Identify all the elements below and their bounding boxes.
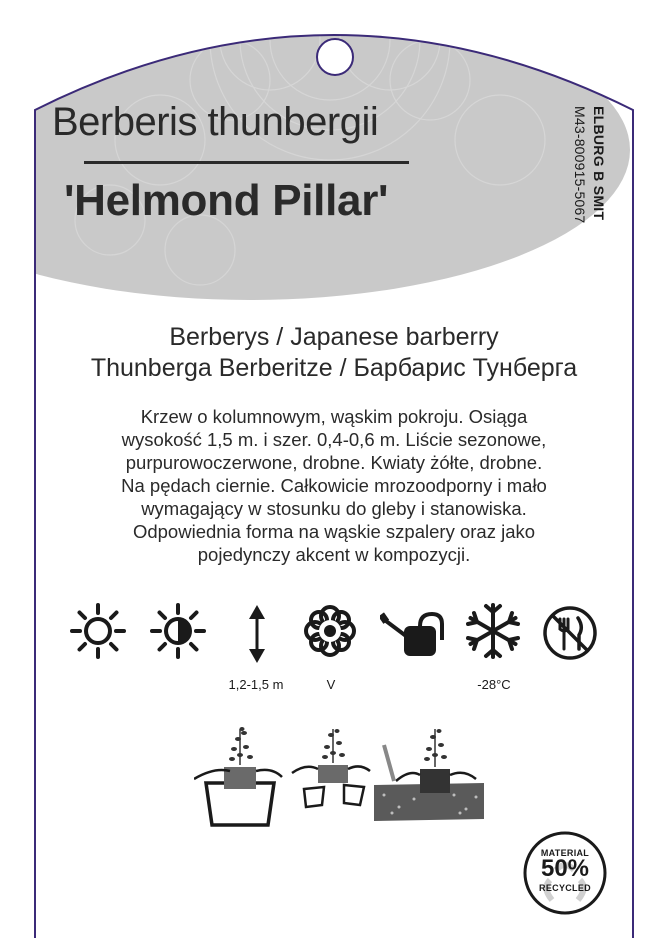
- description-line: Odpowiednia forma na wąskie szpalery oraz jako: [132, 521, 536, 542]
- recycled-badge: [522, 830, 608, 916]
- half-shade-icon: [150, 603, 206, 659]
- flower-icon: [304, 605, 356, 657]
- full-sun-icon: [70, 603, 126, 659]
- step-remove-pot-icon: [292, 729, 370, 807]
- hardiness-caption: -28°C: [477, 677, 511, 692]
- flowering-caption: V: [326, 677, 336, 692]
- product-code: M43-800915-5067: [572, 106, 588, 224]
- side-code-block: [567, 106, 607, 246]
- not-edible-icon: [542, 605, 598, 661]
- step-soak-pot-icon: [194, 727, 282, 825]
- description-line: Na pędach ciernie. Całkowicie mrozoodporny i mało: [121, 475, 547, 496]
- cultivar-name: 'Helmond Pillar': [64, 176, 389, 225]
- brand-name: ELBURG B SMIT: [591, 106, 607, 221]
- description-line: wysokość 1,5 m. i szer. 0,4-0,6 m. Liście sezonowe,: [121, 429, 547, 450]
- description-line: purpurowoczerwone, drobne. Kwiaty żółte, drobne.: [125, 452, 543, 473]
- latin-name: Berberis thunbergii: [52, 100, 379, 144]
- description-line: wymagający w stosunku do gleby i stanowiska.: [141, 498, 527, 519]
- badge-material-text: MATERIAL: [540, 848, 590, 858]
- description: [78, 405, 590, 566]
- description-line: pojedynczy akcent w kompozycji.: [197, 544, 471, 565]
- frost-snowflake-icon: [464, 602, 522, 660]
- planting-instructions: [194, 725, 484, 830]
- height-arrow-icon: [242, 603, 272, 665]
- common-names-line-2: Thunberga Berberitze / Барбарис Тунберга: [90, 354, 578, 382]
- step-plant-in-soil-icon: [374, 729, 484, 821]
- height-caption: 1,2-1,5 m: [228, 677, 284, 692]
- badge-percent: 50%: [540, 855, 590, 882]
- description-line: Krzew o kolumnowym, wąskim pokroju. Osiąga: [140, 406, 528, 427]
- hang-hole: [317, 39, 353, 75]
- grey-band: [0, 0, 630, 300]
- badge-recycled-text: RECYCLED: [539, 883, 591, 893]
- title-divider: [84, 161, 409, 164]
- common-names: [0, 322, 668, 384]
- watering-can-icon: [380, 610, 448, 658]
- common-names-line-1: Berberys / Japanese barberry: [169, 323, 499, 351]
